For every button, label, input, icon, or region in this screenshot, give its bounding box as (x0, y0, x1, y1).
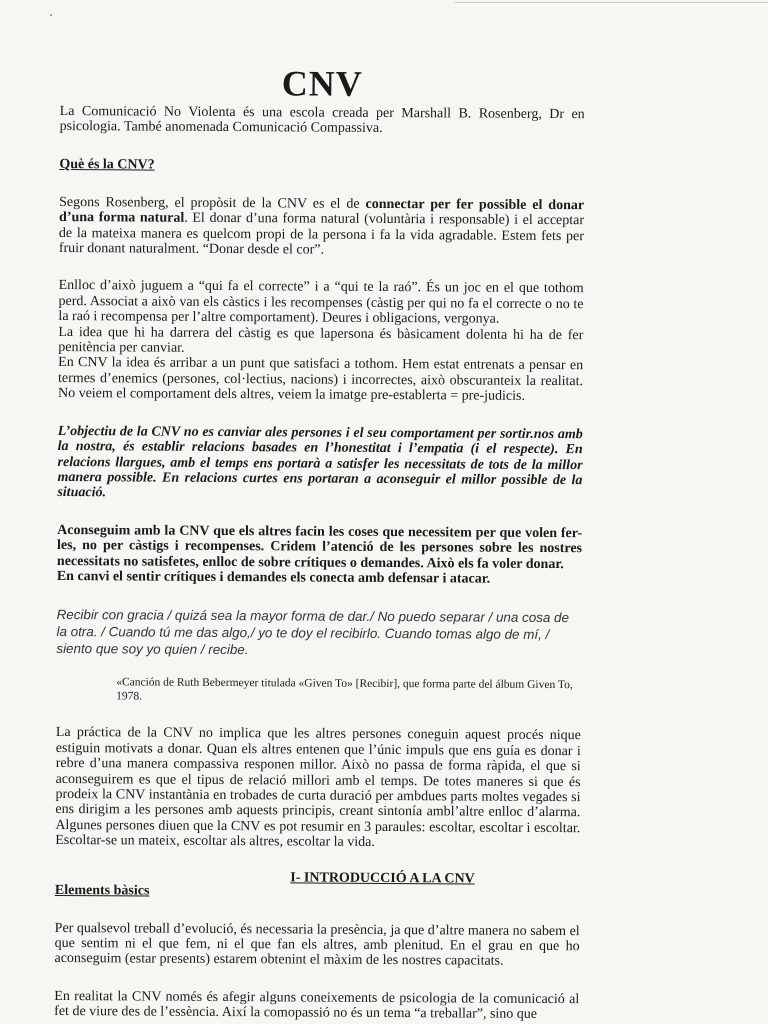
scan-speck (50, 14, 52, 16)
scan-edge-line (455, 2, 768, 3)
purpose-emphasis: connectar per fer possible el donar d’una forma natural (59, 196, 585, 226)
document-page (54, 62, 585, 1023)
cnv-idea-line: En CNV la idea és arribar a un punt que satisfaci a tothom. Hem estat entrenats a pensar en termes d’enemics (persones, col·lectius, nacions) i incorrectes, això obscuranteix la realitat. No veiem el comportament dels altres, veiem la imatge pre-establerta = pre-judicis. (57, 355, 584, 405)
song-quote: Recibir con gracia / quizá sea la mayor forma de dar./ No puedo separar / una cosa de la otra. / Cuando tú me das algo,/ yo te doy el recibirlo. Cuando tomas algo de mí, / siento que soy yo quien / recibe. (56, 607, 570, 658)
punishment-line: La idea que hi ha darrera del càstig es que lapersona és bàsicament dolenta hi ha de fer penitència per canviar. (58, 324, 584, 356)
song-citation: «Canción de Ruth Bebermeyer titulada «Given To» [Recibir], que forma parte del álbum Given To, 1978. (116, 676, 573, 703)
games-paragraph (58, 278, 584, 404)
essence-paragraph: En realitat la CNV només és afegir alguns coneixements de psicologia de la comunicació al fet de viure des de l’essència. Així la comopassió no és un tema “a treballar”, sino que (54, 988, 580, 1023)
games-line: Enlloc d’això juguem a “qui fa el correcte” i a “qui te la raó”. És un joc en el que tothom perd. Associat a això van els càstics i les recompenses (càstig per qui no fa el correcte o no te la raó i recompensa per l’altre comportament). Deures i obligacions, vergonya. (58, 278, 584, 327)
achievement-text: Aconseguim amb la CNV que els altres facin les coses que necessitem per que volen fer-les, no per càstigs i recompenses. Cridem l’atenció de les persones sobre les nostres necessitats no satisfetes, enlloc de sobre crítiques o demandes. Això els fa voler donar. (56, 522, 583, 572)
purpose-text-start: Segons Rosenberg, el propòsit de la CNV es el de (59, 194, 366, 212)
elements-subheading: Elements bàsics (54, 882, 150, 899)
purpose-paragraph (59, 195, 584, 260)
practice-paragraph: La práctica de la CNV no implica que les altres persones coneguin aquest procés nique estiguin motivats a donar. Quan els altres entenen que l’únic impuls que ens guía es donar i rebre d’una manera compassiva responen millor. Això no passa de forma ràpida, el que si aconseguirem es que el tipus de relació millori amb el temps. De totes maneres si que és prodeix la CNV instantània en trobades de curta duració per ambdues parts moltes vegades si ens dirigim a les persones amb aquests principis, creant sintonía ambl’altre enlloc d’alarma. Algunes persones diuen que la CNV es pot resumir en 3 paraules: escoltar, escoltar i escoltar. Escoltar-se un mateix, escoltar als altres, escoltar la vida. (55, 725, 581, 851)
question-heading: Què és la CNV? (59, 156, 155, 173)
objective-paragraph: L’objectiu de la CNV no es canviar ales persones i el seu comportament per sortir.nos amb la nostra, és establir relacions basades en l’honestitat i l’empatia (i el respecte). En relacions llargues, amb el temps ens portarà a satisfer les necessitats de tots de la millor manera possible. En relacions curtes ens portaran a aconseguir el millor possible de la situació. (57, 423, 583, 501)
presence-paragraph: Per qualsevol treball d’evolució, és necessaria la presència, ja que d’altre manera no sabem el que sentim ni el que fem, ni el que fan els altres, amb plenitud. En el grau en que ho aconseguim (estar presents) estarem obtenint el màxim de les nostres capacitats. (54, 920, 580, 970)
section-title: I- INTRODUCCIÓ A LA CNV (290, 870, 475, 887)
document-title: CNV (281, 63, 363, 104)
intro-paragraph: La Comunicació No Violenta és una escola creada per Marshall B. Rosenberg, Dr en psicologia. També anomenada Comunicació Compassiva. (59, 103, 585, 137)
achievement-contrast: En canvi el sentir crítiques i demandes els conecta amb defensar i atacar. (56, 568, 491, 587)
purpose-text-end: . El donar d’una forma natural (voluntària i responsable) i el acceptar de la mateixa manera es quelcom propi de la persona i fa la vida agradable. Estem fets per fruir donant naturalment. “Donar desde el cor”. (58, 210, 585, 258)
achievement-paragraph (57, 523, 582, 588)
